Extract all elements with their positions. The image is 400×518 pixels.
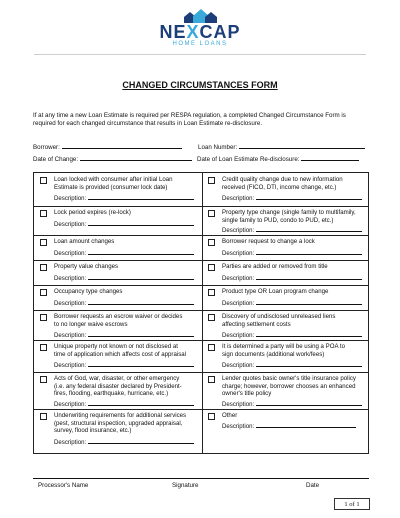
table-cell — [202, 206, 370, 235]
description-input-line[interactable] — [256, 399, 362, 406]
circumstance-label-line: Lock period expires (re-lock) — [54, 209, 131, 216]
table-cell — [202, 372, 370, 409]
checkbox[interactable] — [40, 177, 47, 184]
checkbox[interactable] — [40, 314, 47, 321]
description-label: Description: — [222, 274, 256, 282]
circumstance-label-line: Occupancy type changes — [54, 288, 123, 295]
circumstance-label — [54, 288, 200, 296]
circumstance-label-line: Parties are added or removed from title — [222, 263, 328, 270]
circumstance-label-line: Underwriting requirements for additional services — [54, 412, 187, 419]
date-of-change-input-line[interactable] — [80, 154, 192, 161]
description-label: Description: — [54, 362, 88, 370]
description-field[interactable] — [222, 399, 362, 408]
description-field[interactable] — [222, 193, 362, 202]
circumstance-label — [222, 288, 368, 296]
circumstance-label — [222, 209, 368, 224]
table-cell — [202, 173, 370, 206]
checkbox[interactable] — [40, 264, 47, 271]
table-cell — [202, 260, 370, 285]
circumstance-label-line: Borrower request to change a lock — [222, 238, 315, 245]
circumstance-label — [54, 375, 200, 398]
checkbox[interactable] — [208, 289, 215, 296]
description-field[interactable] — [222, 330, 362, 339]
borrower-field[interactable] — [33, 142, 182, 151]
circumstance-label — [54, 263, 200, 271]
signature-line[interactable] — [33, 478, 369, 479]
description-input-line[interactable] — [256, 193, 362, 200]
description-field[interactable] — [54, 273, 194, 282]
processor-name-label: Processor's Name — [38, 482, 89, 489]
description-label: Description: — [222, 362, 256, 370]
circumstance-label — [222, 263, 368, 271]
circumstance-label — [222, 343, 368, 358]
circumstance-label-line: affecting settlement costs — [222, 320, 291, 328]
circumstance-label — [54, 313, 200, 328]
description-input-line[interactable] — [88, 399, 194, 406]
logo-wordmark-right: CAP — [199, 22, 241, 42]
table-cell — [34, 310, 202, 340]
checkbox[interactable] — [208, 210, 215, 217]
description-label: Description: — [54, 438, 88, 446]
circumstance-label-line: (i.e. any federal disaster declared by President- — [54, 382, 182, 390]
checkbox[interactable] — [40, 344, 47, 351]
table-cell — [202, 340, 370, 372]
description-input-line[interactable] — [256, 360, 362, 367]
date-of-change-label: Date of Change: — [33, 156, 79, 163]
description-input-line[interactable] — [88, 330, 194, 337]
header-divider — [34, 54, 366, 55]
circumstance-label — [54, 209, 200, 217]
circumstance-label-line: to no longer waive escrows — [54, 320, 128, 328]
checkbox[interactable] — [40, 376, 47, 383]
table-cell — [34, 340, 202, 372]
description-field[interactable] — [54, 399, 194, 408]
circumstance-label — [222, 238, 368, 246]
checkbox[interactable] — [208, 314, 215, 321]
company-logo — [0, 0, 400, 58]
circumstance-label-line: Property type change (single family to multifamily, — [222, 209, 356, 216]
description-label: Description: — [54, 195, 88, 203]
checkbox[interactable] — [40, 239, 47, 246]
circumstance-label-line: Borrower requests an escrow waiver or decides — [54, 313, 183, 320]
description-label: Description: — [222, 195, 256, 203]
table-cell — [34, 235, 202, 260]
circumstance-label — [54, 343, 200, 358]
description-label: Description: — [54, 332, 88, 339]
circumstance-label-line: survey, flood insurance, etc.) — [54, 427, 132, 435]
circumstance-label-line: received (FICO, DTI, income change, etc.) — [222, 183, 337, 191]
circumstance-label-line: Property value changes — [54, 263, 119, 270]
circumstance-label — [54, 412, 200, 435]
logo-subtitle: HOME LOANS — [172, 41, 228, 47]
table-cell — [34, 409, 202, 453]
description-label: Description: — [222, 249, 256, 257]
page-indicator: 1 of 1 — [334, 498, 370, 510]
table-cell — [202, 409, 370, 453]
date-le-input-line[interactable] — [301, 154, 359, 161]
table-cell — [34, 260, 202, 285]
description-label: Description: — [54, 401, 88, 408]
checkbox[interactable] — [40, 210, 47, 217]
description-field[interactable] — [54, 298, 194, 307]
circumstance-label — [54, 176, 200, 191]
circumstance-label-line: Credit quality change due to new information — [222, 176, 343, 183]
description-input-line[interactable] — [88, 437, 194, 444]
circumstance-label-line: fires, flooding, earthquake, hurricane, etc.) — [54, 390, 169, 398]
logo-wordmark — [0, 22, 400, 43]
description-input-line[interactable] — [256, 248, 362, 255]
checkbox[interactable] — [40, 289, 47, 296]
checkbox[interactable] — [208, 264, 215, 271]
table-cell — [34, 173, 202, 206]
description-label: Description: — [54, 220, 88, 228]
houses-icon — [182, 9, 218, 23]
circumstance-label-line: Estimate is provided (consumer lock date) — [54, 183, 168, 191]
date-row — [33, 154, 369, 164]
description-field[interactable] — [222, 421, 356, 430]
table-cell — [34, 206, 202, 235]
description-label: Description: — [54, 274, 88, 282]
checkbox[interactable] — [208, 177, 215, 184]
description-field[interactable] — [222, 273, 362, 282]
borrower-row — [33, 142, 369, 152]
description-label: Description: — [54, 299, 88, 307]
circumstance-label-line: Acts of God, war, disaster, or other emergency — [54, 375, 180, 382]
circumstance-label — [222, 313, 368, 328]
borrower-input-line[interactable] — [62, 142, 182, 149]
description-field[interactable] — [222, 298, 362, 307]
loan-number-input-line[interactable] — [239, 142, 365, 149]
circumstance-label-line: owner's title policy — [222, 390, 272, 398]
circumstance-label-line: Lender quotes basic owner's title insurance policy — [222, 375, 356, 382]
borrower-label: Borrower: — [33, 144, 60, 151]
intro-text: If at any time a new Loan Estimate is required per RESPA regulation, a completed Changed Circumstance Form is required for each changed circumstance that results in Loan Estimate re-disclosure. — [33, 112, 346, 127]
circumstance-label — [222, 176, 368, 191]
circumstance-label-line: Product type OR Loan program change — [222, 288, 329, 295]
description-label: Description: — [222, 401, 256, 408]
description-label: Description: — [222, 423, 256, 430]
circumstance-label-line: time of application which affects cost of appraisal — [54, 350, 186, 358]
description-input-line[interactable] — [88, 248, 194, 255]
circumstance-label — [54, 238, 200, 246]
description-input-line[interactable] — [256, 225, 362, 232]
table-cell — [202, 310, 370, 340]
checkbox[interactable] — [208, 344, 215, 351]
circumstance-label — [222, 412, 368, 420]
circumstance-label-line: Discovery of undisclosed unreleased liens — [222, 313, 336, 320]
checkbox[interactable] — [208, 376, 215, 383]
table-cell — [202, 235, 370, 260]
date-le-label: Date of Loan Estimate Re-disclosure: — [197, 156, 300, 163]
description-input-line[interactable] — [88, 273, 194, 280]
description-input-line[interactable] — [88, 360, 194, 367]
circumstance-label-line: sign documents (additional work/fees) — [222, 350, 325, 358]
signature-label: Signature — [172, 482, 199, 489]
circumstance-label-line: single family to PUD, condo to PUD, etc.) — [222, 216, 334, 224]
circumstance-label-line: Loan amount changes — [54, 238, 115, 245]
loan-number-field[interactable] — [198, 142, 365, 151]
description-label: Description: — [222, 227, 256, 234]
checkbox[interactable] — [40, 413, 47, 420]
table-cell — [34, 372, 202, 409]
description-label: Description: — [54, 249, 88, 257]
circumstance-label-line: Unique property not known or not disclosed at — [54, 343, 178, 350]
description-field[interactable] — [222, 360, 362, 369]
table-cell — [34, 285, 202, 310]
description-input-line[interactable] — [88, 298, 194, 305]
circumstance-label-line: Loan locked with consumer after initial Loan — [54, 176, 173, 183]
description-input-line[interactable] — [88, 219, 194, 226]
date-label: Date — [306, 482, 320, 489]
description-field[interactable] — [222, 225, 362, 234]
checkbox[interactable] — [208, 413, 215, 420]
description-field[interactable] — [54, 360, 194, 369]
table-cell — [202, 285, 370, 310]
description-field[interactable] — [54, 437, 194, 446]
description-input-line[interactable] — [256, 421, 356, 428]
date-of-change-field[interactable] — [33, 154, 192, 163]
form-title: CHANGED CIRCUMSTANCES FORM — [122, 80, 278, 90]
logo-wordmark-left: NE — [159, 22, 187, 42]
description-field[interactable] — [54, 248, 194, 257]
circumstance-label-line: Other — [222, 412, 238, 419]
checkbox[interactable] — [208, 239, 215, 246]
description-field[interactable] — [54, 219, 194, 228]
description-input-line[interactable] — [88, 193, 194, 200]
description-input-line[interactable] — [256, 330, 362, 337]
circumstance-label-line: charge; however, borrower chooses an enhanced — [222, 382, 356, 390]
logo-wordmark-x: X — [186, 22, 200, 42]
description-input-line[interactable] — [256, 298, 362, 305]
date-le-field[interactable] — [197, 154, 359, 163]
loan-number-label: Loan Number: — [198, 144, 238, 151]
description-field[interactable] — [54, 330, 194, 339]
circumstances-table — [33, 172, 369, 454]
description-label: Description: — [222, 332, 256, 339]
description-field[interactable] — [222, 248, 362, 257]
description-label: Description: — [222, 299, 256, 307]
description-field[interactable] — [54, 193, 194, 202]
description-input-line[interactable] — [256, 273, 362, 280]
circumstance-label-line: It is determined a party will be using a POA to — [222, 343, 345, 350]
circumstance-label-line: (pest, structural inspection, upgraded appraisal, — [54, 419, 183, 427]
circumstance-label — [222, 375, 368, 398]
